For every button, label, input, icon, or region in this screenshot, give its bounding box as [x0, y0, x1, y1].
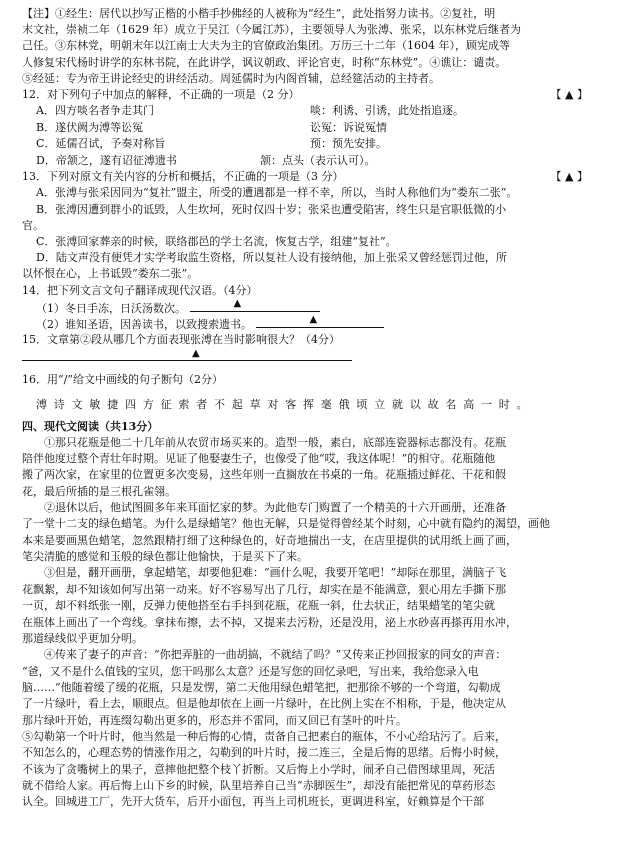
answer-blank[interactable]: [256, 315, 384, 328]
passage-line: 一页，却不料纸张一刚，反弹力使他搭至右手抖到花瓶，花瓶一斜，仕去状正，结果蜡笔的笔尖就: [22, 599, 495, 613]
triangle-marker: ▲: [309, 314, 318, 326]
answer-mark: 【 ▲ 】: [550, 88, 588, 102]
notes-block: [22, 6, 616, 87]
punctuation-sentence: 溥诗文敏捷四方征索者不起草对客挥毫俄顷立就以故名高一时。: [36, 397, 535, 411]
passage-line: 不该为了贪嘴树上的果子，意摔他把整个枝丫折断。又后悔上小学时，闹矛自己借图球里周，死活: [22, 762, 495, 776]
question-12: [22, 87, 616, 169]
passage-line: 认全。回城进工厂，先开大货车，后开小面包，再当上司机班长，更调进科室，好赖算是个干部: [22, 795, 484, 809]
passage-line: 陪伴他度过整个青壮年时期。见证了他娶妻生子，也像受了他“哎，我这体呢！”的相守。花瓶随他: [22, 452, 496, 466]
option-a-text: A．四方啖名者争走其门: [36, 104, 154, 118]
passage-line: “爸，又不是什么值钱的宝贝，您干吗那么太意？还是写您的回忆录吧，写出来，我给您录入电: [22, 664, 479, 678]
option-a-text: A．张溥与张采因同为“复社”盟主，所受的遭遇都是一样不幸，所以，当时人称他们为“娄东二张”。: [36, 186, 518, 200]
option-b-gloss: 讼冤：诉说冤情: [310, 120, 387, 134]
passage-line: 在瓶体上画出了一个弯线。拿抹布擦，去不掉，又提来去污粉，还是没用，泌上水砂喜再搽再用水冲，: [22, 615, 517, 629]
passage-line: 了一堂十二支的绿色蜡笔。为什么是绿蜡笔？他也无解，只是觉得曾经某个时刻，心中就有隐约的渴望，画他: [22, 517, 550, 531]
passage-line: ③但是，翻开画册，拿起蜡笔，却要他犯难：“画什么呢，我要开笔吧！”却际在那里，满脑子飞: [44, 566, 507, 580]
passage-line: ⑤勾勒第一个叶片时，他当然是一种后悔的心情，责备自己把素白的瓶体，不小心给玷污了。后来，: [22, 729, 506, 743]
answer-mark: 【 ▲ 】: [550, 169, 588, 183]
option-c-text: C．延儒召试，予奏对称旨: [36, 137, 166, 151]
exam-page: [22, 6, 616, 811]
option-b-text: B．张溥因遭到群小的诋毁，人生坎坷，死时仅四十岁；张采也遭受陷害，终生只是官职低微的小: [36, 202, 507, 216]
passage-line: 花，最后所插的是三根孔雀翎。: [22, 484, 176, 498]
section-title: 四、现代文阅读（共13分）: [22, 419, 159, 433]
passage-line: ④传来了妻子的声音：“你把弄脏的一曲胡搞，不就结了吗？”又传来正抄回报家的同女的声音：: [44, 648, 507, 662]
answer-blank[interactable]: [190, 299, 320, 312]
translation-item-1: （1）冬日手冻，日沃汤数次。: [36, 301, 186, 315]
option-b-continued: 官。: [22, 218, 44, 232]
triangle-marker: ▲: [233, 297, 242, 309]
question-14-stem: 14．把下列文言文句子翻译成现代汉语。（4分）: [22, 283, 258, 297]
option-b-text: B．遂伏阙为溥等讼冤: [36, 120, 144, 134]
passage-line: 搬了两次家，在家里的位置更多次变易，这些年则一直搁放在书桌的一角。花瓶插过鲜花、干花和假: [22, 468, 506, 482]
question-15-stem: 15．文章第②段从哪几个方面表现张溥在当时影响很大？（4分）: [22, 332, 340, 346]
note-line: 人修复宋代杨时讲学的东林书院，在此讲学，讽议朝政、评论官吏，时称“东林党”。④谯让：谴责。: [22, 55, 507, 69]
option-a-gloss: 啖：利诱、引诱，此处指追逐。: [310, 104, 464, 118]
passage-line: 本来是要画黑色蜡笔，忽然跟精打细了这种绿色的，好奇地揣出一支，在店里提供的试用纸上画了画，: [22, 533, 517, 547]
question-16-stem: 16．用“/”给文中画线的句子断句（2分）: [22, 373, 223, 387]
question-13: [22, 169, 616, 283]
triangle-marker: ▲: [192, 348, 200, 360]
passage-line: 花飘絮，却不知该如何写出第一动来。好不容易写出了几行，却实在是不能满意，狠心用左手撕下那: [22, 582, 506, 596]
passage-line: ②退休以后，他试图圆多年来耳面忆家的梦。为此他专门购置了一个精美的十六开画册，还准备: [44, 501, 506, 515]
question-16: [22, 372, 616, 412]
option-d-continued: 以怀恨在心，上书诋毁“娄东二张”。: [22, 267, 199, 281]
passage-line: 不知怎么的，心理态势的情涨作用之，勾勒到的叶片时，接二连三，全是后悔的思绪。后悔小时候，: [22, 746, 506, 760]
option-c-text: C．张溥回家葬亲的时候，联络郡邑的学士名流，恢复古学，组建“复社”。: [36, 234, 397, 248]
question-12-stem: 12．对下列句子中加点的解释，不正确的一项是（2 分）: [22, 88, 300, 102]
passage-line: 那道绿线似乎更加分明。: [22, 631, 143, 645]
passage-line: 脑……”他随着缓了缓的花瓶，只是发愣，第二天他用绿色蜡笔把，把那徐不够的一个弯道，勾勒成: [22, 680, 501, 694]
reading-passage: [22, 435, 616, 811]
question-15: [22, 332, 616, 372]
passage-line: 笔尖清脆的感觉和玉般的绿色都让他愉快，于是买下了来。: [22, 550, 308, 564]
option-d-text: D．陆文声没有便凭才实学考取监生资格，所以复社人设有接纳他，加上张采又曾经惩罚过他，所: [36, 251, 507, 265]
note-line: 己任。③东林党，明朝末年以江南士大夫为主的官僚政治集团。万历三十二年（1604 年），顾宪成等: [22, 39, 510, 53]
passage-line: 就不借给人家。再后悔上山下乡的时候，队里培养自己当“赤脚医生”，却没有能把常见的草药形态: [22, 778, 496, 792]
option-d-text: D．帝颔之，遂有诏征溥遗书: [36, 153, 177, 167]
passage-line: ①那只花瓶是他二十几年前从农贸市场买来的。造型一般，素白，底部连瓷器标志都没有。花瓶: [44, 435, 506, 449]
note-line: 末文社，崇祯二年（1629 年）成立于吴江（今属江苏），主要领导人为张溥、张采，以东林党后继者为: [22, 23, 521, 37]
passage-line: 那片绿叶开始，再连缀勾勒出更多的，形态并不雷同，而又回已有茎叶的叶片。: [22, 713, 407, 727]
answer-blank[interactable]: [22, 348, 352, 361]
passage-line: 了一片绿叶，看上去，顺眼点。但是他却依在上画一片绿叶，在比例上实在不相称，于是，他决定从: [22, 697, 506, 711]
note-line: 【注】①经生：居代以抄写正楷的小楷手抄佛经的人被称为“经生”，此处指努力读书。②复社，明: [22, 7, 496, 20]
question-14: [22, 283, 616, 332]
option-d-gloss: 颔：点头（表示认可）。: [260, 153, 376, 167]
question-13-stem: 13．下列对原文有关内容的分析和概括，不正确的一项是（3 分）: [22, 169, 344, 183]
option-c-gloss: 预：预先安排。: [310, 137, 387, 151]
note-line: ⑤经延：专为帝王讲论经史的讲经活动。周延儒时为内阁首辅，总经筵活动的主持者。: [22, 71, 440, 85]
translation-item-2: （2）谁知圣语，因善读书，以致搜索遗书。: [36, 318, 252, 332]
